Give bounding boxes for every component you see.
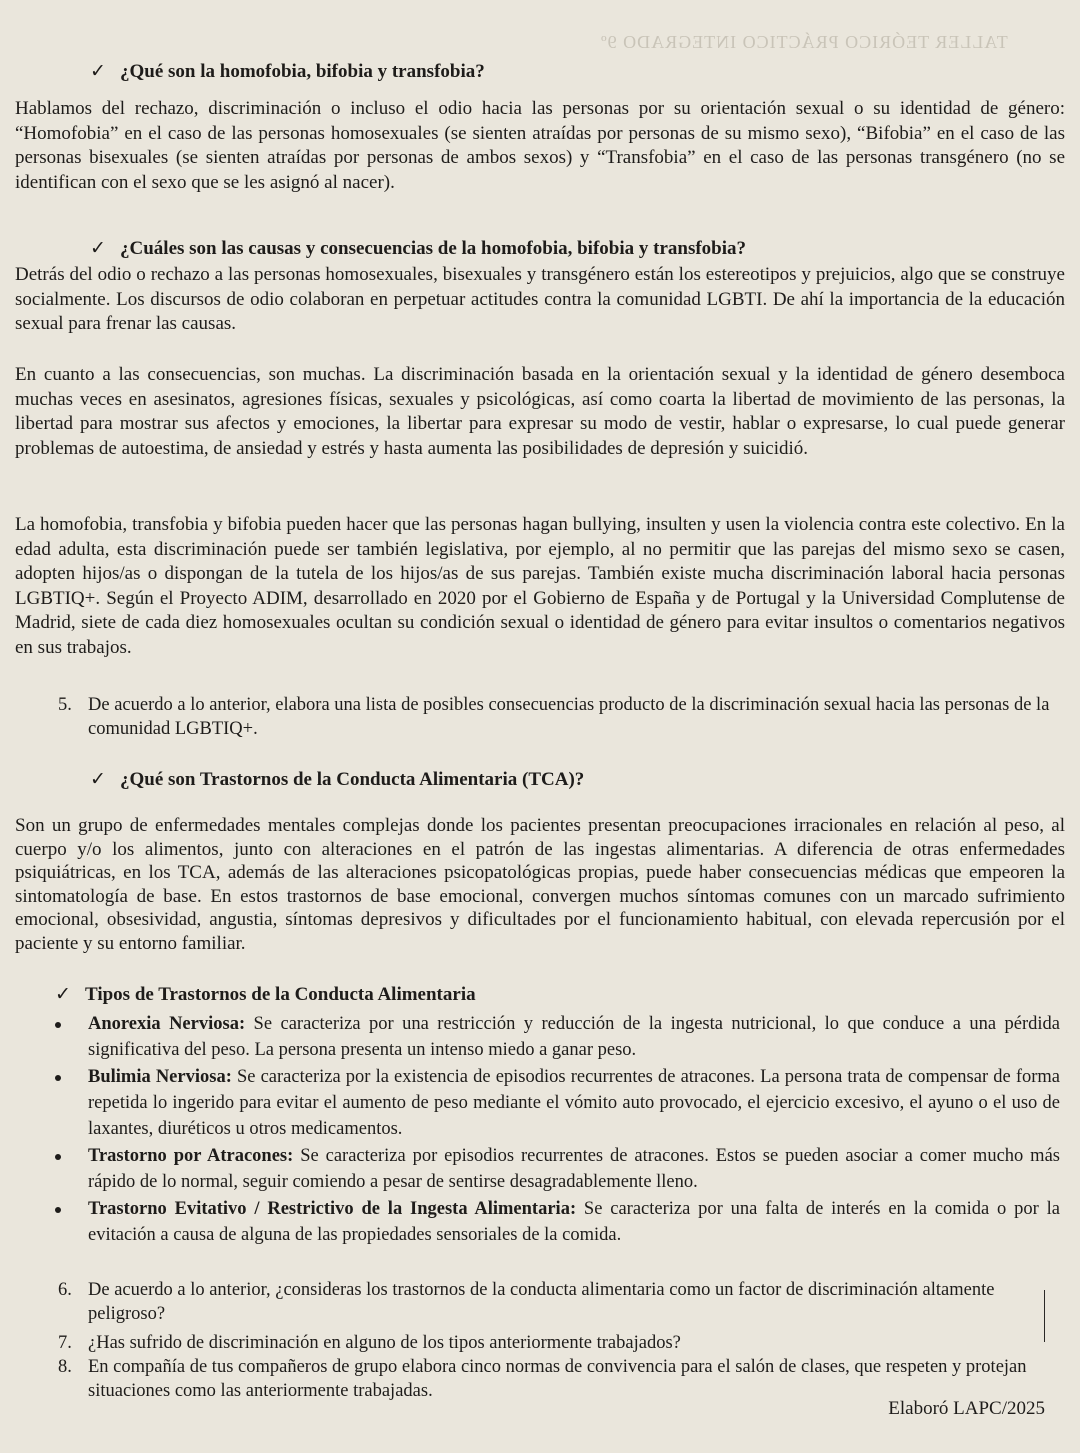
question-text: De acuerdo a lo anterior, elabora una lista de posibles consecuencias producto de la discriminación sexual hacia las personas de la comunidad LGBTIQ+. bbox=[88, 695, 1050, 739]
bullet-icon bbox=[55, 1075, 61, 1081]
paragraph-discriminacion: La homofobia, transfobia y bifobia pueden hacer que las personas hagan bullying, insulten y usen la violencia contra este colectivo. En la edad adulta, esta discriminación puede ser también legislativa, por ejemplo, al no permitir que las parejas del mismo sexo se casen, adopten hijos/as o dispongan de la tutela de los hijos/as de sus parejas. También existe mucha discriminación laboral hacia personas LGBTIQ+. Según el Proyecto ADIM, desarrollado en 2020 por el Gobierno de España y de Portugal y la Universidad Complutense de Madrid, siete de cada diez homosexuales ocultan su condición sexual o identidad de género para evitar insultos o comentarios negativos en sus trabajos. bbox=[15, 514, 1065, 658]
question-8 bbox=[58, 1355, 1063, 1403]
list-item-desc: Se caracteriza por una falta de interés en la comida o por la evitación a causa de alguna de las propiedades sensoriales de la comida. bbox=[88, 1199, 1060, 1245]
checkmark-icon: ✓ bbox=[55, 984, 71, 1005]
paragraph-causas: Detrás del odio o rechazo a las personas homosexuales, bisexuales y transgénero están los estereotipos y prejuicios, algo que se construye socialmente. Los discursos de odio colaboran en perpetuar actitudes contra la comunidad LGBTI. De ahí la importancia de la educación sexual para frenar las causas. bbox=[15, 264, 1065, 334]
question-number: 6. bbox=[58, 1280, 72, 1300]
heading-text: Tipos de Trastornos de la Conducta Alimentaria bbox=[85, 984, 476, 1005]
checkmark-icon: ✓ bbox=[90, 769, 106, 790]
list-item-evitativo bbox=[55, 1196, 1060, 1248]
list-item-desc: Se caracteriza por episodios recurrentes de atracones. Estos se pueden asociar a comer mucho más rápido de lo normal, seguir comiendo a pesar de sentirse desagradablemente lleno. bbox=[88, 1146, 1060, 1192]
question-number: 5. bbox=[58, 695, 72, 715]
bullet-icon bbox=[55, 1154, 61, 1160]
bullet-icon bbox=[55, 1207, 61, 1213]
list-item-bulimia bbox=[55, 1064, 1060, 1142]
paragraph-homofobia-definition: Hablamos del rechazo, discriminación o incluso el odio hacia las personas por su orientación sexual o su identidad de género: “Homofobia” en el caso de las personas homosexuales (se sienten atraídas por personas de su mismo sexo), “Bifobia” en el caso de las personas bisexuales (se sienten atraídas por personas de ambos sexos) y “Transfobia” en el caso de las personas transgénero (no se identifican con el sexo que se les asignó al nacer). bbox=[15, 98, 1065, 193]
question-text: ¿Has sufrido de discriminación en alguno de los tipos anteriormente trabajados? bbox=[88, 1333, 681, 1353]
question-number: 8. bbox=[58, 1357, 72, 1377]
list-item-term: Anorexia Nerviosa: bbox=[88, 1014, 246, 1034]
paragraph-tca-definition: Son un grupo de enfermedades mentales complejas donde los pacientes presentan preocupaciones irracionales en relación al peso, al cuerpo y/o los alimentos, junto con alteraciones en el patrón de las ingestas alimentarias. A diferencia de otras enfermedades psiquiátricas, en los TCA, además de las alteraciones psicopatológicas propias, puede haber consecuencias médicas que empeoren la sintomatología de base. En estos trastornos de base emocional, convergen muchos síntomas comunes con un marcado sufrimiento emocional, obsesividad, angustia, síntomas depresivos y dificultades por el funcionamiento habitual, con elevada repercusión por el paciente y su entorno familiar. bbox=[15, 815, 1065, 954]
section-heading-homofobia bbox=[90, 60, 485, 83]
checkmark-icon: ✓ bbox=[90, 238, 106, 259]
list-item-desc: Se caracteriza por la existencia de episodios recurrentes de atracones. La persona trata de compensar de forma repetida lo ingerido para evitar el aumento de peso mediante el vómito auto provocado, el ejercicio excesivo, el ayuno o el uso de laxantes, diuréticos u otros medicamentos. bbox=[88, 1067, 1060, 1139]
section-heading-tipos-tca bbox=[55, 983, 476, 1006]
question-number: 7. bbox=[58, 1333, 72, 1353]
list-item-anorexia bbox=[55, 1011, 1060, 1063]
heading-text: ¿Qué son la homofobia, bifobia y transfobia? bbox=[120, 61, 485, 82]
question-text: De acuerdo a lo anterior, ¿consideras los trastornos de la conducta alimentaria como un factor de discriminación altamente peligroso? bbox=[88, 1280, 995, 1324]
section-heading-causas bbox=[90, 237, 746, 260]
question-text: En compañía de tus compañeros de grupo elabora cinco normas de convivencia para el salón de clases, que respeten y protejan situaciones como las anteriormente trabajadas. bbox=[88, 1357, 1027, 1401]
list-item-term: Trastorno Evitativo / Restrictivo de la Ingesta Alimentaria: bbox=[88, 1199, 577, 1219]
bleed-through-header: TALLER TEÓRICO PRÁCTICO INTEGRADO 9º bbox=[600, 32, 1008, 52]
pen-mark bbox=[1040, 1290, 1045, 1342]
list-item-term: Bulimia Nerviosa: bbox=[88, 1067, 232, 1087]
heading-text: ¿Qué son Trastornos de la Conducta Alimentaria (TCA)? bbox=[120, 769, 585, 790]
question-5 bbox=[58, 693, 1063, 741]
heading-text: ¿Cuáles son las causas y consecuencias de la homofobia, bifobia y transfobia? bbox=[120, 238, 747, 259]
author-credit: Elaboró LAPC/2025 bbox=[888, 1398, 1045, 1419]
list-item-atracones bbox=[55, 1143, 1060, 1195]
section-heading-tca bbox=[90, 768, 584, 791]
question-6 bbox=[58, 1278, 1043, 1326]
list-item-term: Trastorno por Atracones: bbox=[88, 1146, 294, 1166]
list-item-desc: Se caracteriza por una restricción y reducción de la ingesta nutricional, lo que conduce a una pérdida significativa del peso. La persona presenta un intenso miedo a ganar peso. bbox=[88, 1014, 1060, 1060]
checkmark-icon: ✓ bbox=[90, 61, 106, 82]
bullet-icon bbox=[55, 1022, 61, 1028]
question-7 bbox=[58, 1331, 1063, 1355]
paragraph-consecuencias: En cuanto a las consecuencias, son muchas. La discriminación basada en la orientación sexual y la identidad de género desemboca muchas veces en asesinatos, agresiones físicas, sexuales y psicológicas, así como coarta la libertad de movimiento de las personas, la libertad para mostrar sus afectos y emociones, la libertar para expresar su modo de vestir, hablar o expresarse, lo cual puede generar problemas de autoestima, de ansiedad y estrés y hasta aumenta las posibilidades de depresión y suicidió. bbox=[15, 364, 1065, 459]
